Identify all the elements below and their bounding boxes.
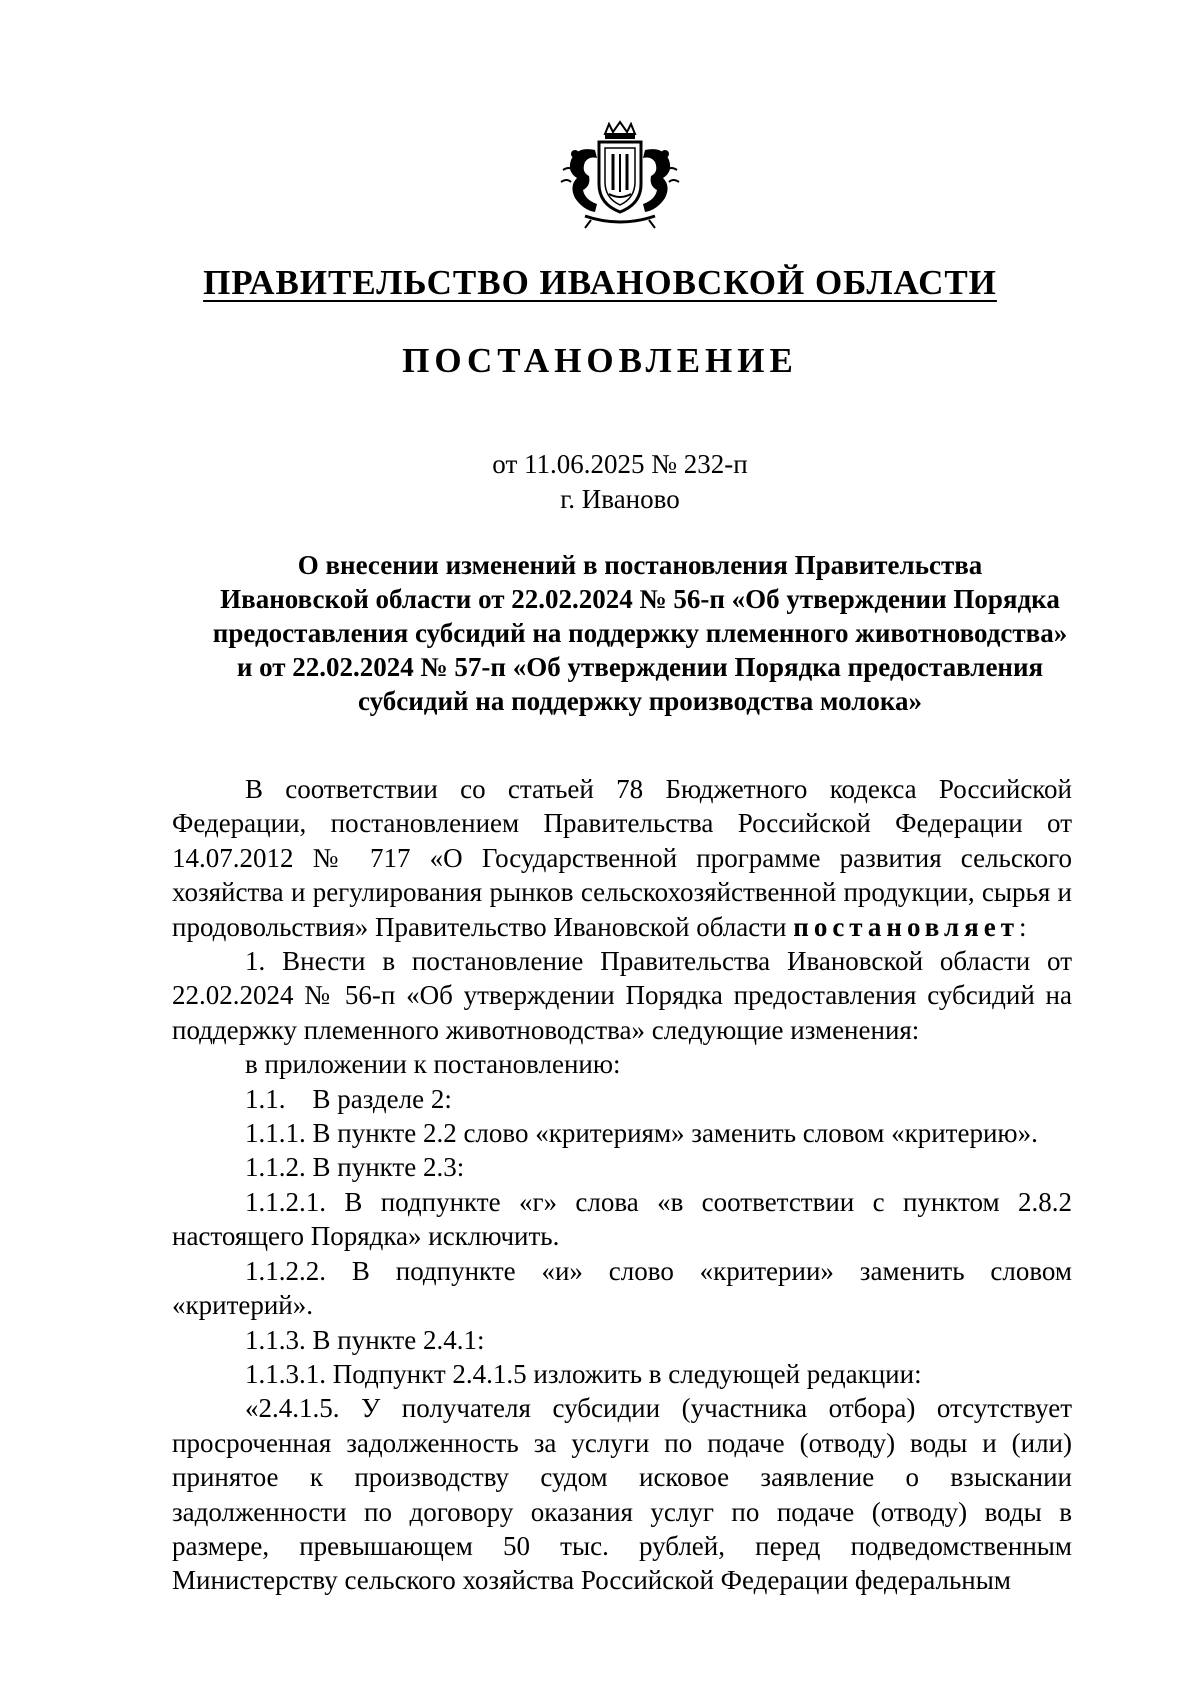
document-date-number: от 11.06.2025 № 232-п — [492, 449, 748, 479]
paragraph-1-1-3-1: 1.1.3.1. Подпункт 2.4.1.5 изложить в следующей редакции: — [245, 1358, 922, 1389]
subject-line: субсидий на поддержку производства молока» — [357, 686, 923, 716]
paragraph-1-1-3: 1.1.3. В пункте 2.4.1: — [245, 1324, 485, 1355]
paragraph-2-4-1-5: «2.4.1.5. У получателя субсидии (участника отбора) отсутствует просроченная задолженность за услуги по подаче (отводу) воды и (или) принятое к производству судом исковое заявление о взыскании задолженности по договору оказания услуг по подаче (отводу) воды в размере, превышающем 50 тыс. рублей, перед подведомственным Министерству сельского хозяйства Российской Федерации федеральным — [172, 1393, 1072, 1596]
paragraph-1-1-2-2: 1.1.2.2. В подпункте «и» слово «критерии» заменить словом «критерий». — [172, 1255, 1072, 1321]
document-subject — [170, 548, 1110, 718]
document-body — [172, 772, 1072, 1598]
subject-line: и от 22.02.2024 № 57-п «Об утверждении Порядка предоставления — [236, 652, 1044, 682]
preamble-paragraph — [172, 772, 1072, 944]
subject-line: О внесении изменений в постановления Правительства — [297, 550, 983, 580]
resolves-word: постановляет — [793, 911, 1020, 942]
coat-of-arms-emblem — [555, 120, 685, 230]
paragraph-1-1: 1.1. В разделе 2: — [245, 1083, 452, 1114]
preamble-text: В соответствии со статьей 78 Бюджетного кодекса Российской Федерации, постановлением Правительства Российской Федерации от 14.07.2012 № 717 «О Государственной программе развития сельского хозяйства и регулирования рынков сельскохозяйственной продукции, сырья и продовольствия» Правительство Ивановской области — [172, 774, 1072, 942]
document-city: г. Иваново — [560, 484, 680, 514]
paragraph-1: 1. Внести в постановление Правительства Ивановской области от 22.02.2024 № 56-п «Об утверждении Порядка предоставления субсидий на поддержку племенного животноводства» следующие изменения: — [172, 946, 1072, 1045]
paragraph-1-1-2: 1.1.2. В пункте 2.3: — [245, 1152, 465, 1183]
government-title — [0, 262, 1200, 304]
document-type: ПОСТАНОВЛЕНИЕ — [402, 341, 798, 380]
resolves-colon: : — [1019, 911, 1027, 942]
paragraph-1-1-2-1: 1.1.2.1. В подпункте «г» слова «в соответствии с пунктом 2.8.2 настоящего Порядка» исключить. — [172, 1186, 1072, 1252]
subject-line: Ивановской области от 22.02.2024 № 56-п «Об утверждении Порядка — [220, 584, 1060, 614]
government-title-text: ПРАВИТЕЛЬСТВО ИВАНОВСКОЙ ОБЛАСТИ — [203, 263, 997, 302]
paragraph-1-1-1: 1.1.1. В пункте 2.2 слово «критериям» заменить словом «критерию». — [245, 1118, 1038, 1149]
paragraph-appendix: в приложении к постановлению: — [245, 1049, 621, 1080]
subject-line: предоставления субсидий на поддержку племенного животноводства» — [212, 618, 1068, 648]
